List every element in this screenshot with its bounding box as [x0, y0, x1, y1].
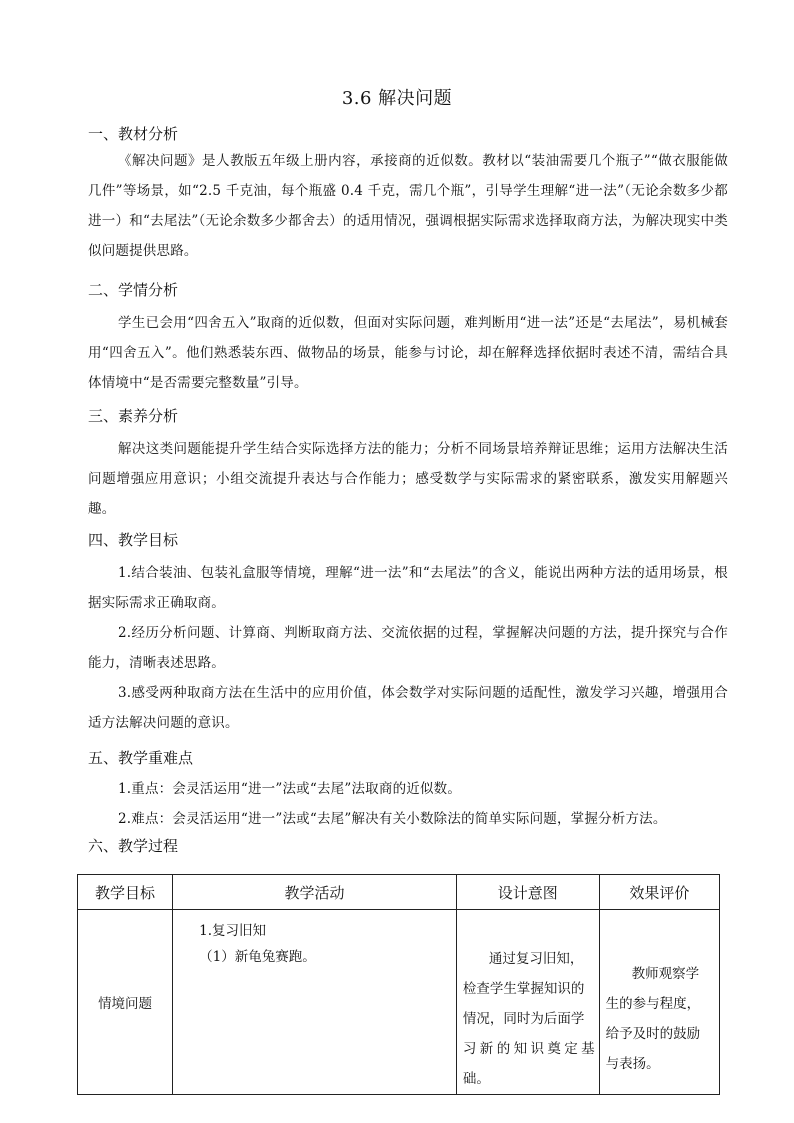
- section-heading: 一、教材分析: [88, 125, 179, 143]
- intent-line: 检查学生掌握知识的: [462, 981, 585, 997]
- cell-activity: [173, 910, 457, 1095]
- paragraph: 1.结合装油、包装礼盒服等情境，理解“进一法”和“去尾法”的含义，能说出两种方法的适用场景，根据实际需求正确取商。: [88, 565, 728, 611]
- intent-line: 习新的知识奠定基础。: [462, 1041, 595, 1087]
- paragraph: 学生已会用“四舍五入”取商的近似数，但面对实际问题，难判断用“进一法”还是“去尾法”，易机械套用“四舍五入”。他们熟悉装东西、做物品的场景，能参与讨论，却在解释选择依据时表述不清，需结合具体情境中“是否需要完整数量”引导。: [88, 315, 728, 391]
- paragraph: 2.经历分析问题、计算商、判断取商方法、交流依据的过程，掌握解决问题的方法，提升探究与合作能力，清晰表述思路。: [88, 625, 728, 671]
- cell-goal: 情境问题: [78, 910, 173, 1095]
- evaluation-line: 生的参与程度，: [605, 996, 701, 1012]
- activity-line: （1）新龟兔赛跑。: [199, 949, 316, 965]
- section-literacy-analysis: [88, 406, 728, 524]
- section-heading: 四、教学目标: [88, 531, 179, 549]
- teaching-process-table: [77, 874, 720, 1095]
- paragraph: 3.感受两种取商方法在生活中的应用价值，体会数学对实际问题的适配性，激发学习兴趣，增强用合适方法解决问题的意识。: [88, 685, 728, 731]
- table-header: 教学目标: [78, 875, 173, 910]
- cell-evaluation: [599, 910, 719, 1095]
- paragraph: 解决这类问题能提升学生结合实际选择方法的能力；分析不同场景培养辩证思维；运用方法解决生活问题增强应用意识；小组交流提升表达与合作能力；感受数学与实际需求的紧密联系，激发实用解题兴趣。: [88, 441, 728, 517]
- table-header-row: [78, 875, 720, 910]
- document-title: 3.6 解决问题: [341, 88, 453, 109]
- paragraph: 1.重点：会灵活运用“进一”法或“去尾”法取商的近似数。: [118, 781, 462, 797]
- table-header: 效果评价: [599, 875, 719, 910]
- section-heading: 三、素养分析: [88, 407, 179, 425]
- table-header: 设计意图: [456, 875, 599, 910]
- section-key-difficult-points: [88, 748, 728, 834]
- section-teaching-goals: [88, 530, 728, 738]
- section-heading: 六、教学过程: [88, 837, 179, 855]
- intent-line: 情况，同时为后面学: [462, 1011, 585, 1027]
- evaluation-line: 教师观察学: [631, 966, 700, 982]
- section-textbook-analysis: [88, 124, 728, 266]
- paragraph: 2.难点：会灵活运用“进一”法或“去尾”解决有关小数除法的简单实际问题，掌握分析方法。: [118, 811, 667, 827]
- paragraph: 《解决问题》是人教版五年级上册内容，承接商的近似数。教材以“装油需要几个瓶子”“做衣服能做几件”等场景，如“2.5 千克油，每个瓶盛 0.4 千克，需几个瓶”，引导学生理解“进一法”（无论余数多少都进一）和“去尾法”（无论余数多少都舍去）的适用情况，强调根据实际需求选择取商方法，为解决现实中类似问题提供思路。: [88, 153, 728, 259]
- section-teaching-process: [88, 836, 728, 856]
- section-heading: 五、教学重难点: [88, 749, 194, 767]
- intent-line: 通过复习旧知，: [488, 951, 584, 967]
- section-heading: 二、学情分析: [88, 281, 179, 299]
- evaluation-line: 与表扬。: [605, 1056, 660, 1072]
- cell-intent: [456, 910, 599, 1095]
- activity-line: 1.复习旧知: [199, 923, 267, 939]
- table-header: 教学活动: [173, 875, 457, 910]
- section-student-analysis: [88, 280, 728, 398]
- table-row: [78, 910, 720, 1095]
- evaluation-line: 给予及时的鼓励: [605, 1026, 701, 1042]
